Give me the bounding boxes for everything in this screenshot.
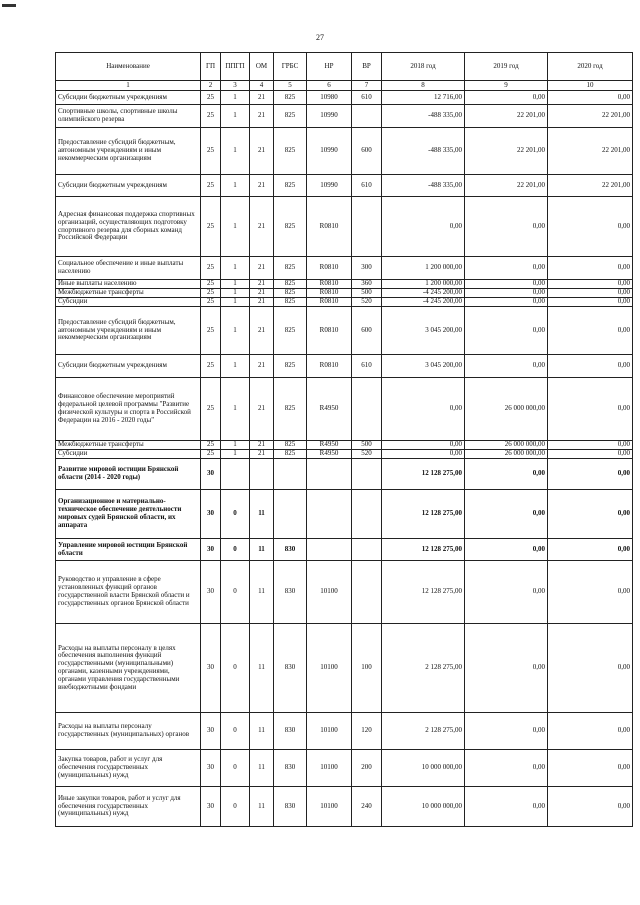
grbs-code: 830 <box>274 787 307 827</box>
table-row <box>56 197 633 257</box>
amount-2020: 22 201,00 <box>548 105 633 128</box>
amount-2019: 0,00 <box>465 750 548 787</box>
item-name: Предоставление субсидий бюджетным, автономным учреждениям и иным некоммерческим организациям <box>56 128 201 175</box>
om-code: 11 <box>250 539 274 561</box>
amount-2018: 0,00 <box>382 450 465 459</box>
amount-2019: 0,00 <box>465 280 548 289</box>
om-code: 21 <box>250 128 274 175</box>
ppgp-code: 1 <box>221 257 250 280</box>
om-code: 21 <box>250 257 274 280</box>
amount-2020: 0,00 <box>548 713 633 750</box>
vr-code: 610 <box>352 175 382 197</box>
nr-code: 10980 <box>307 91 352 105</box>
vr-code: 520 <box>352 450 382 459</box>
nr-code: R0810 <box>307 355 352 378</box>
column-header: ОМ <box>250 53 274 81</box>
column-number: 1 <box>56 81 201 91</box>
nr-code: 10990 <box>307 105 352 128</box>
table-row <box>56 257 633 280</box>
amount-2020: 0,00 <box>548 561 633 624</box>
om-code: 21 <box>250 280 274 289</box>
ppgp-code: 1 <box>221 450 250 459</box>
item-name: Спортивные школы, спортивные школы олимпийского резерва <box>56 105 201 128</box>
amount-2019: 0,00 <box>465 355 548 378</box>
amount-2018: -4 245 200,00 <box>382 289 465 298</box>
vr-code <box>352 539 382 561</box>
ppgp-code: 1 <box>221 197 250 257</box>
table-row <box>56 175 633 197</box>
column-number: 3 <box>221 81 250 91</box>
grbs-code: 825 <box>274 289 307 298</box>
amount-2018: 2 128 275,00 <box>382 624 465 713</box>
table-row <box>56 750 633 787</box>
om-code: 11 <box>250 787 274 827</box>
scan-mark <box>2 4 16 7</box>
gp-code: 30 <box>201 459 221 490</box>
item-name: Руководство и управление в сфере установленных функций органов государственной власти Брянской области и государственных органов Брянской области <box>56 561 201 624</box>
item-name: Субсидии <box>56 450 201 459</box>
table-row <box>56 713 633 750</box>
amount-2018: 12 128 275,00 <box>382 459 465 490</box>
amount-2020: 0,00 <box>548 355 633 378</box>
nr-code: 10100 <box>307 787 352 827</box>
amount-2019: 22 201,00 <box>465 175 548 197</box>
grbs-code: 825 <box>274 257 307 280</box>
grbs-code: 825 <box>274 197 307 257</box>
column-header: ГП <box>201 53 221 81</box>
table-row <box>56 355 633 378</box>
grbs-code: 830 <box>274 561 307 624</box>
grbs-code: 830 <box>274 713 307 750</box>
ppgp-code: 0 <box>221 490 250 539</box>
gp-code: 25 <box>201 289 221 298</box>
amount-2019: 0,00 <box>465 459 548 490</box>
nr-code: R0810 <box>307 197 352 257</box>
item-name: Социальное обеспечение и иные выплаты населению <box>56 257 201 280</box>
gp-code: 25 <box>201 355 221 378</box>
item-name: Межбюджетные трансферты <box>56 289 201 298</box>
vr-code: 520 <box>352 298 382 307</box>
amount-2019: 0,00 <box>465 713 548 750</box>
gp-code: 30 <box>201 624 221 713</box>
nr-code: 10100 <box>307 713 352 750</box>
amount-2020: 0,00 <box>548 280 633 289</box>
ppgp-code: 1 <box>221 128 250 175</box>
ppgp-code: 1 <box>221 441 250 450</box>
om-code: 21 <box>250 289 274 298</box>
amount-2019: 0,00 <box>465 539 548 561</box>
grbs-code: 830 <box>274 750 307 787</box>
amount-2020: 22 201,00 <box>548 175 633 197</box>
gp-code: 25 <box>201 175 221 197</box>
amount-2020: 0,00 <box>548 289 633 298</box>
table-row <box>56 307 633 355</box>
om-code: 21 <box>250 355 274 378</box>
amount-2018: 2 128 275,00 <box>382 713 465 750</box>
amount-2020: 0,00 <box>548 91 633 105</box>
amount-2020: 22 201,00 <box>548 128 633 175</box>
grbs-code: 825 <box>274 378 307 441</box>
om-code: 21 <box>250 91 274 105</box>
column-number: 4 <box>250 81 274 91</box>
gp-code: 30 <box>201 539 221 561</box>
amount-2018: -488 335,00 <box>382 105 465 128</box>
ppgp-code: 1 <box>221 175 250 197</box>
amount-2018: 10 000 000,00 <box>382 750 465 787</box>
om-code: 21 <box>250 441 274 450</box>
column-header: НР <box>307 53 352 81</box>
amount-2019: 0,00 <box>465 91 548 105</box>
gp-code: 30 <box>201 713 221 750</box>
vr-code: 100 <box>352 624 382 713</box>
grbs-code: 830 <box>274 624 307 713</box>
amount-2019: 22 201,00 <box>465 105 548 128</box>
vr-code: 600 <box>352 128 382 175</box>
gp-code: 25 <box>201 91 221 105</box>
grbs-code: 825 <box>274 450 307 459</box>
grbs-code: 825 <box>274 307 307 355</box>
item-name: Финансовое обеспечение мероприятий федеральной целевой программы "Развитие физической культуры и спорта в Российской Федерации на 2016 - 2020 годы" <box>56 378 201 441</box>
column-number-row <box>56 81 633 91</box>
om-code: 11 <box>250 713 274 750</box>
amount-2019: 0,00 <box>465 197 548 257</box>
amount-2019: 0,00 <box>465 307 548 355</box>
ppgp-code: 1 <box>221 289 250 298</box>
nr-code: R0810 <box>307 298 352 307</box>
column-header: 2018 год <box>382 53 465 81</box>
nr-code <box>307 490 352 539</box>
item-name: Расходы на выплаты персоналу государственных (муниципальных) органов <box>56 713 201 750</box>
ppgp-code: 0 <box>221 787 250 827</box>
amount-2018: -488 335,00 <box>382 128 465 175</box>
amount-2019: 26 000 000,00 <box>465 378 548 441</box>
nr-code: 10990 <box>307 175 352 197</box>
om-code: 11 <box>250 750 274 787</box>
table-row <box>56 128 633 175</box>
table-row <box>56 459 633 490</box>
amount-2020: 0,00 <box>548 459 633 490</box>
column-header: Наименование <box>56 53 201 81</box>
column-number: 6 <box>307 81 352 91</box>
table-row <box>56 624 633 713</box>
om-code: 21 <box>250 298 274 307</box>
amount-2020: 0,00 <box>548 539 633 561</box>
grbs-code: 825 <box>274 441 307 450</box>
gp-code: 25 <box>201 378 221 441</box>
table-row <box>56 561 633 624</box>
amount-2019: 0,00 <box>465 289 548 298</box>
table-row <box>56 289 633 298</box>
ppgp-code: 0 <box>221 539 250 561</box>
gp-code: 25 <box>201 307 221 355</box>
vr-code <box>352 105 382 128</box>
gp-code: 25 <box>201 197 221 257</box>
table-row <box>56 105 633 128</box>
grbs-code <box>274 459 307 490</box>
grbs-code: 830 <box>274 539 307 561</box>
amount-2020: 0,00 <box>548 787 633 827</box>
gp-code: 25 <box>201 441 221 450</box>
column-number: 5 <box>274 81 307 91</box>
item-name: Субсидии бюджетным учреждениям <box>56 175 201 197</box>
ppgp-code: 1 <box>221 355 250 378</box>
budget-table <box>55 52 633 827</box>
nr-code: R4950 <box>307 450 352 459</box>
gp-code: 30 <box>201 750 221 787</box>
gp-code: 30 <box>201 561 221 624</box>
om-code: 21 <box>250 450 274 459</box>
nr-code: 10990 <box>307 128 352 175</box>
table-row <box>56 378 633 441</box>
om-code: 21 <box>250 175 274 197</box>
amount-2018: 1 200 000,00 <box>382 257 465 280</box>
column-number: 7 <box>352 81 382 91</box>
nr-code: R4950 <box>307 441 352 450</box>
grbs-code: 825 <box>274 355 307 378</box>
nr-code: R4950 <box>307 378 352 441</box>
vr-code: 120 <box>352 713 382 750</box>
om-code: 11 <box>250 490 274 539</box>
item-name: Предоставление субсидий бюджетным, автономным учреждениям и иным некоммерческим организациям <box>56 307 201 355</box>
amount-2019: 0,00 <box>465 257 548 280</box>
item-name: Субсидии бюджетным учреждениям <box>56 91 201 105</box>
om-code <box>250 459 274 490</box>
ppgp-code: 1 <box>221 105 250 128</box>
item-name: Развитие мировой юстиции Брянской области (2014 - 2020 годы) <box>56 459 201 490</box>
amount-2018: 1 200 000,00 <box>382 280 465 289</box>
nr-code: 10100 <box>307 561 352 624</box>
nr-code: R0810 <box>307 289 352 298</box>
item-name: Иные закупки товаров, работ и услуг для обеспечения государственных (муниципальных) нужд <box>56 787 201 827</box>
table-row <box>56 787 633 827</box>
grbs-code: 825 <box>274 105 307 128</box>
item-name: Межбюджетные трансферты <box>56 441 201 450</box>
amount-2020: 0,00 <box>548 257 633 280</box>
grbs-code: 825 <box>274 128 307 175</box>
table-row <box>56 280 633 289</box>
nr-code: R0810 <box>307 280 352 289</box>
om-code: 21 <box>250 378 274 441</box>
vr-code <box>352 197 382 257</box>
amount-2019: 0,00 <box>465 624 548 713</box>
column-number: 8 <box>382 81 465 91</box>
item-name: Организационное и материально-техническое обеспечение деятельности мировых судей Брянской области, их аппарата <box>56 490 201 539</box>
page-number: 27 <box>316 33 324 42</box>
ppgp-code: 1 <box>221 298 250 307</box>
amount-2018: -488 335,00 <box>382 175 465 197</box>
om-code: 11 <box>250 561 274 624</box>
nr-code: 10100 <box>307 750 352 787</box>
amount-2018: 3 045 200,00 <box>382 307 465 355</box>
amount-2018: 3 045 200,00 <box>382 355 465 378</box>
ppgp-code: 1 <box>221 280 250 289</box>
amount-2018: -4 245 200,00 <box>382 298 465 307</box>
table-row <box>56 490 633 539</box>
vr-code: 610 <box>352 91 382 105</box>
nr-code: 10100 <box>307 624 352 713</box>
om-code: 11 <box>250 624 274 713</box>
grbs-code: 825 <box>274 91 307 105</box>
vr-code <box>352 490 382 539</box>
item-name: Иные выплаты населению <box>56 280 201 289</box>
vr-code <box>352 459 382 490</box>
gp-code: 30 <box>201 787 221 827</box>
vr-code: 600 <box>352 307 382 355</box>
column-header: ВР <box>352 53 382 81</box>
column-number: 10 <box>548 81 633 91</box>
ppgp-code: 1 <box>221 307 250 355</box>
column-header: ППГП <box>221 53 250 81</box>
item-name: Субсидии <box>56 298 201 307</box>
table-row <box>56 441 633 450</box>
nr-code: R0810 <box>307 257 352 280</box>
amount-2019: 26 000 000,00 <box>465 450 548 459</box>
gp-code: 25 <box>201 280 221 289</box>
vr-code: 200 <box>352 750 382 787</box>
column-number: 9 <box>465 81 548 91</box>
grbs-code: 825 <box>274 280 307 289</box>
amount-2020: 0,00 <box>548 378 633 441</box>
nr-code: R0810 <box>307 307 352 355</box>
amount-2018: 12 128 275,00 <box>382 490 465 539</box>
amount-2020: 0,00 <box>548 197 633 257</box>
amount-2020: 0,00 <box>548 490 633 539</box>
amount-2020: 0,00 <box>548 307 633 355</box>
amount-2019: 22 201,00 <box>465 128 548 175</box>
gp-code: 25 <box>201 257 221 280</box>
nr-code <box>307 539 352 561</box>
amount-2018: 10 000 000,00 <box>382 787 465 827</box>
column-number: 2 <box>201 81 221 91</box>
om-code: 21 <box>250 197 274 257</box>
grbs-code: 825 <box>274 175 307 197</box>
vr-code: 360 <box>352 280 382 289</box>
table-row <box>56 539 633 561</box>
column-header: ГРБС <box>274 53 307 81</box>
vr-code: 300 <box>352 257 382 280</box>
ppgp-code: 1 <box>221 91 250 105</box>
amount-2018: 12 128 275,00 <box>382 561 465 624</box>
vr-code <box>352 561 382 624</box>
vr-code: 240 <box>352 787 382 827</box>
vr-code: 500 <box>352 441 382 450</box>
item-name: Управление мировой юстиции Брянской области <box>56 539 201 561</box>
amount-2018: 0,00 <box>382 197 465 257</box>
amount-2020: 0,00 <box>548 298 633 307</box>
om-code: 21 <box>250 105 274 128</box>
amount-2019: 0,00 <box>465 787 548 827</box>
grbs-code <box>274 490 307 539</box>
vr-code: 610 <box>352 355 382 378</box>
nr-code <box>307 459 352 490</box>
amount-2019: 0,00 <box>465 490 548 539</box>
ppgp-code: 0 <box>221 561 250 624</box>
amount-2019: 26 000 000,00 <box>465 441 548 450</box>
amount-2018: 12 128 275,00 <box>382 539 465 561</box>
vr-code <box>352 378 382 441</box>
gp-code: 25 <box>201 450 221 459</box>
item-name: Субсидии бюджетным учреждениям <box>56 355 201 378</box>
table-row <box>56 298 633 307</box>
gp-code: 30 <box>201 490 221 539</box>
table-row <box>56 450 633 459</box>
grbs-code: 825 <box>274 298 307 307</box>
table-header-row <box>56 53 633 81</box>
gp-code: 25 <box>201 298 221 307</box>
gp-code: 25 <box>201 105 221 128</box>
ppgp-code: 0 <box>221 713 250 750</box>
vr-code: 500 <box>352 289 382 298</box>
column-header: 2020 год <box>548 53 633 81</box>
ppgp-code <box>221 459 250 490</box>
gp-code: 25 <box>201 128 221 175</box>
ppgp-code: 0 <box>221 750 250 787</box>
amount-2018: 12 716,00 <box>382 91 465 105</box>
amount-2019: 0,00 <box>465 561 548 624</box>
om-code: 21 <box>250 307 274 355</box>
item-name: Адресная финансовая поддержка спортивных организаций, осуществляющих подготовку спортивного резерва для сборных команд Российской Федерации <box>56 197 201 257</box>
table-row <box>56 91 633 105</box>
amount-2020: 0,00 <box>548 441 633 450</box>
amount-2020: 0,00 <box>548 450 633 459</box>
item-name: Закупка товаров, работ и услуг для обеспечения государственных (муниципальных) нужд <box>56 750 201 787</box>
amount-2020: 0,00 <box>548 750 633 787</box>
amount-2018: 0,00 <box>382 441 465 450</box>
ppgp-code: 0 <box>221 624 250 713</box>
ppgp-code: 1 <box>221 378 250 441</box>
item-name: Расходы на выплаты персоналу в целях обеспечения выполнения функций государственными (муниципальными) органами, казенными учреждениями, органами управления государственными внебюджетными фондами <box>56 624 201 713</box>
column-header: 2019 год <box>465 53 548 81</box>
amount-2020: 0,00 <box>548 624 633 713</box>
amount-2018: 0,00 <box>382 378 465 441</box>
amount-2019: 0,00 <box>465 298 548 307</box>
